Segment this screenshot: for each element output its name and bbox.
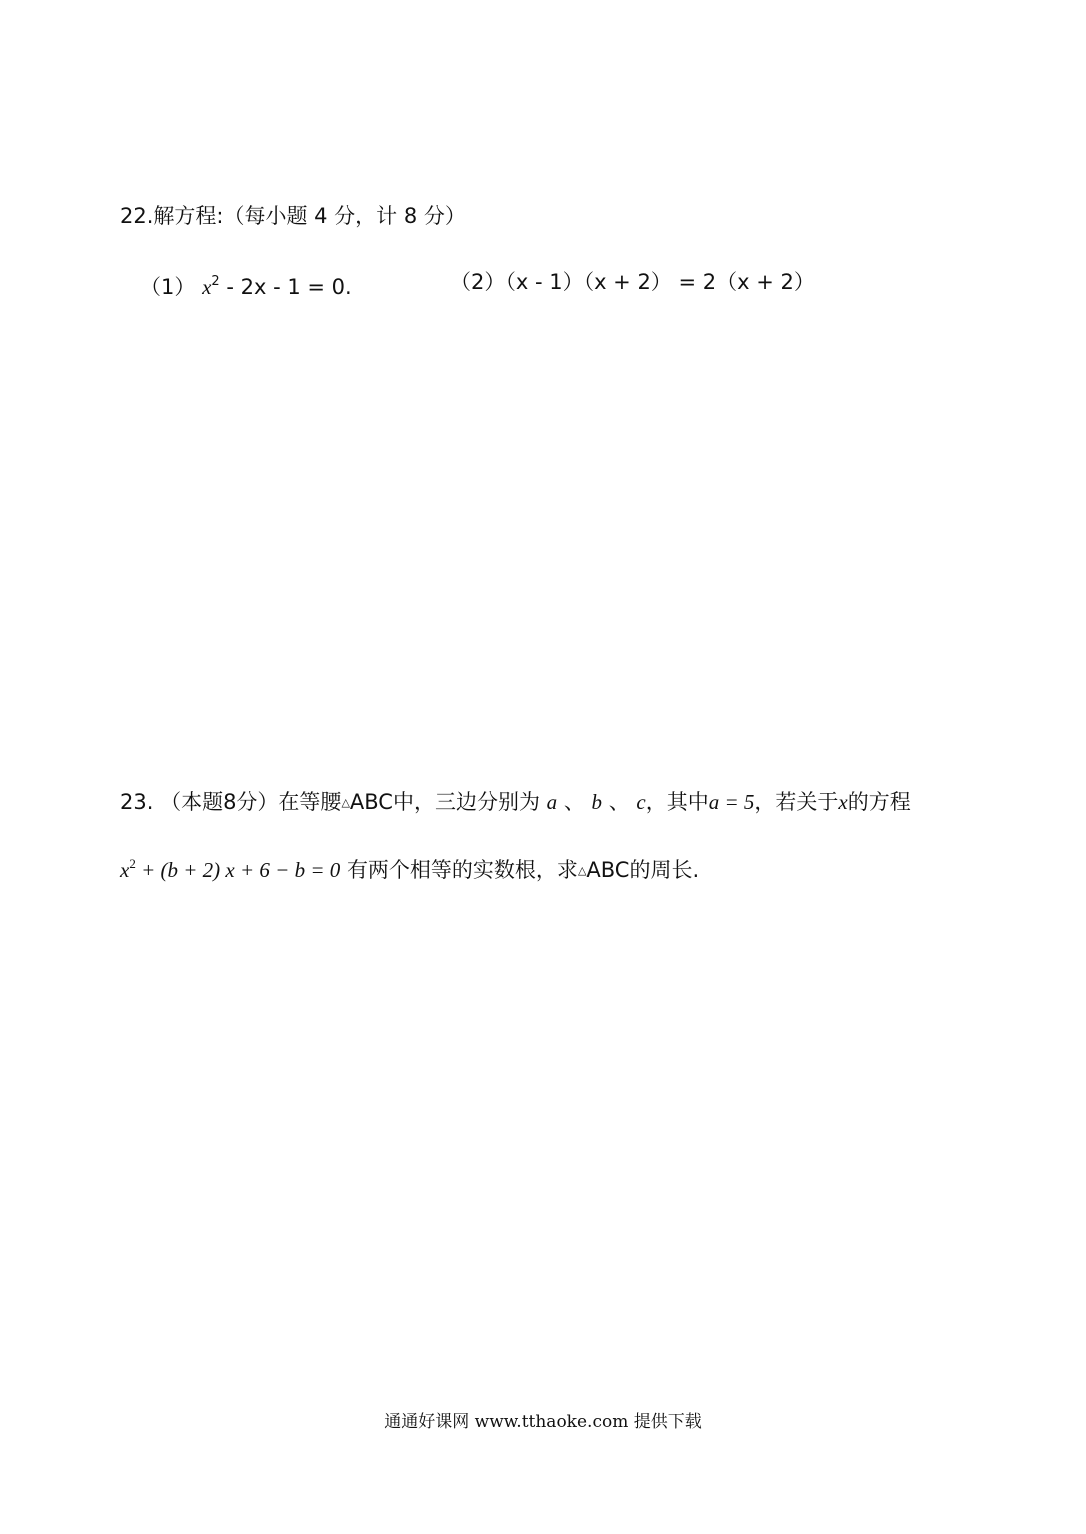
question-23-line-2 xyxy=(120,850,699,885)
page-footer: 通通好课网 www.tthaoke.com 提供下载 xyxy=(384,1412,702,1432)
equation-exponent: 2 xyxy=(129,856,136,871)
q23-mid3: ，若关于 xyxy=(754,790,839,814)
q23-prefix: 23. （本题8分）在等腰 xyxy=(120,790,342,814)
q23-mid: ABC中，三边分别为 xyxy=(349,790,540,814)
q23-line2-suffix: ABC的周长. xyxy=(586,858,700,882)
question-23-line-1 xyxy=(120,788,911,817)
equation-rest: + (b + 2) x + 6 − b = 0 xyxy=(135,858,341,882)
q23-suffix: 的方程 xyxy=(847,790,911,814)
part-1-exponent: 2 xyxy=(211,274,220,289)
separator: 、 xyxy=(557,790,585,814)
part-1-variable: x xyxy=(202,275,212,299)
question-22-part-1 xyxy=(140,268,352,301)
triangle-symbol: △ xyxy=(341,796,350,809)
side-a: a xyxy=(546,790,558,814)
q23-text: 有两个相等的实数根，求 xyxy=(346,858,578,882)
separator: 、 xyxy=(602,790,630,814)
q23-mid2: ，其中 xyxy=(645,790,709,814)
side-b: b xyxy=(591,790,603,814)
part-1-label: （1） xyxy=(140,275,196,299)
equation-x: x xyxy=(120,858,130,882)
condition-a-equals-5: a = 5 xyxy=(708,790,755,814)
part-1-equation-rest: - 2x - 1 = 0. xyxy=(226,275,352,299)
question-22-title: 22.解方程:（每小题 4 分，计 8 分） xyxy=(120,204,466,228)
triangle-symbol: △ xyxy=(577,864,587,877)
variable-x: x xyxy=(838,790,848,814)
side-c: c xyxy=(636,790,646,814)
question-22-part-2: （2）（x - 1）（x + 2） = 2（x + 2） xyxy=(450,270,815,294)
